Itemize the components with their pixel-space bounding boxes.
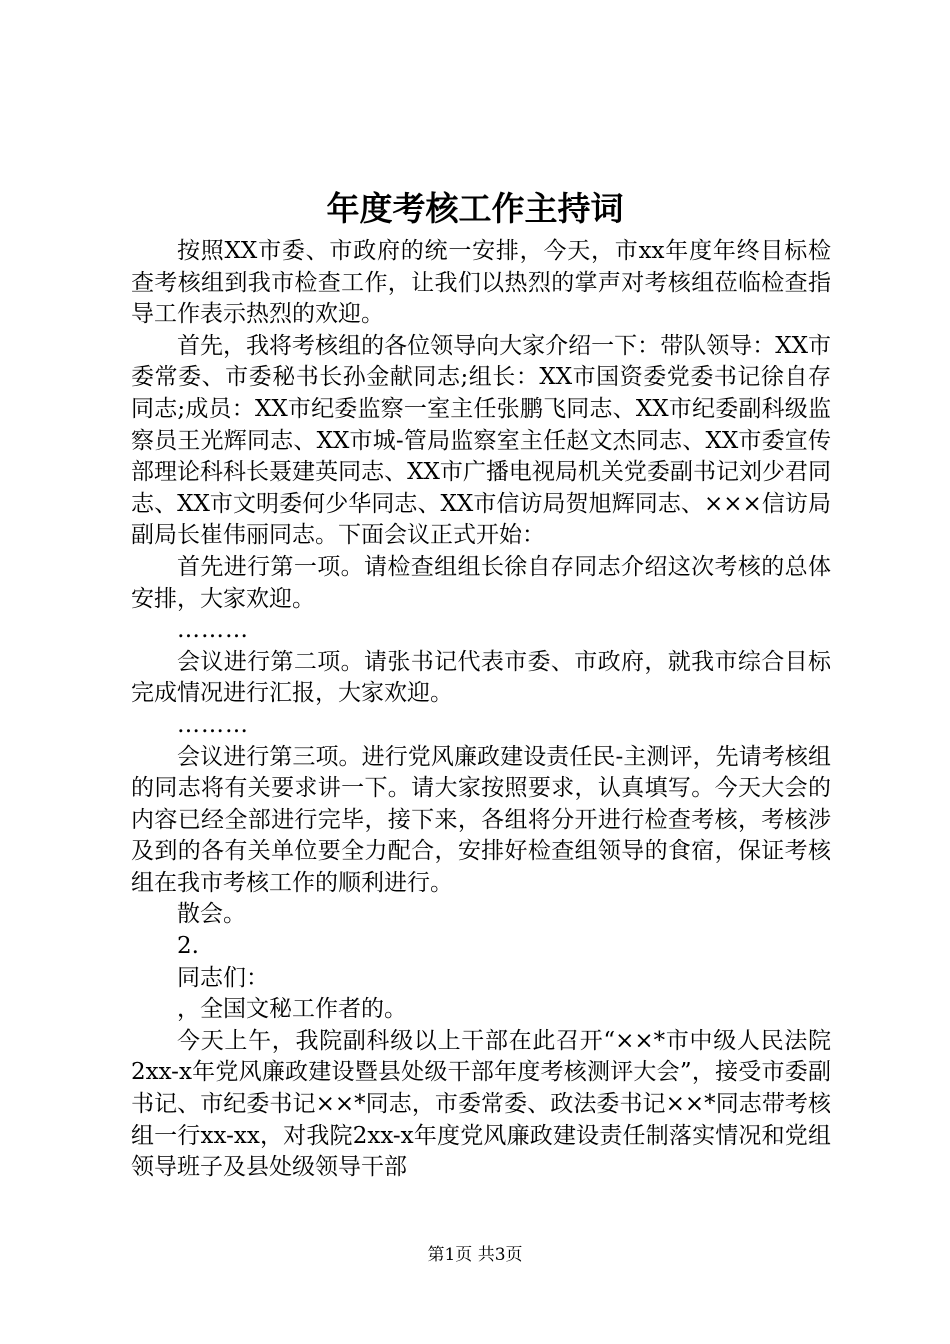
paragraph: 按照XX市委、市政府的统一安排，今天，市xx年度年终目标检查考核组到我市检查工作，让我们以热烈的掌声对考核组莅临检查指导工作表示热烈的欢迎。 bbox=[131, 238, 831, 328]
paragraph: 散会。 bbox=[177, 901, 246, 928]
document-title: 年度考核工作主持词 bbox=[326, 189, 624, 228]
paragraph: 会议进行第二项。请张书记代表市委、市政府，就我市综合目标完成情况进行汇报，大家欢迎。 bbox=[131, 648, 831, 707]
ellipsis-line: ……… bbox=[177, 617, 249, 644]
paragraph: 首先进行第一项。请检查组组长徐自存同志介绍这次考核的总体安排，大家欢迎。 bbox=[131, 553, 831, 612]
paragraph: 今天上午，我院副科级以上干部在此召开“××*市中级人民法院2xx-x年党风廉政建设暨县处级干部年度考核测评大会”，接受市委副书记、市纪委书记××*同志，市委常委、政法委书记××*同志带考核组一行xx-xx，对我院2xx-x年度党风廉政建设责任制落实情况和党组领导班子及县处级领导干部 bbox=[131, 1027, 831, 1181]
document-body bbox=[131, 236, 831, 1184]
paragraph: ，全国文秘工作者的。 bbox=[177, 996, 407, 1023]
page-number-footer: 第1页 共3页 bbox=[427, 1245, 523, 1265]
paragraph: 2. bbox=[177, 933, 199, 960]
paragraph: 会议进行第三项。进行党风廉政建设责任民-主测评，先请考核组的同志将有关要求讲一下。请大家按照要求，认真填写。今天大会的内容已经全部进行完毕，接下来，各组将分开进行检查考核，考核涉及到的各有关单位要全力配合，安排好检查组领导的食宿，保证考核组在我市考核工作的顺利进行。 bbox=[131, 743, 831, 896]
ellipsis-line: ……… bbox=[177, 711, 249, 738]
paragraph: 首先，我将考核组的各位领导向大家介绍一下：带队领导：XX市委常委、市委秘书长孙金献同志;组长：XX市国资委党委书记徐自存同志;成员：XX市纪委监察一室主任张鹏飞同志、XX市纪委副科级监察员王光辉同志、XX市城-管局监察室主任赵文杰同志、XX市委宣传部理论科科长聂建英同志、XX市广播电视局机关党委副书记刘少君同志、XX市文明委何少华同志、XX市信访局贺旭辉同志、×××信访局副局长崔伟丽同志。下面会议正式开始： bbox=[131, 332, 831, 549]
paragraph: 同志们： bbox=[177, 964, 269, 991]
